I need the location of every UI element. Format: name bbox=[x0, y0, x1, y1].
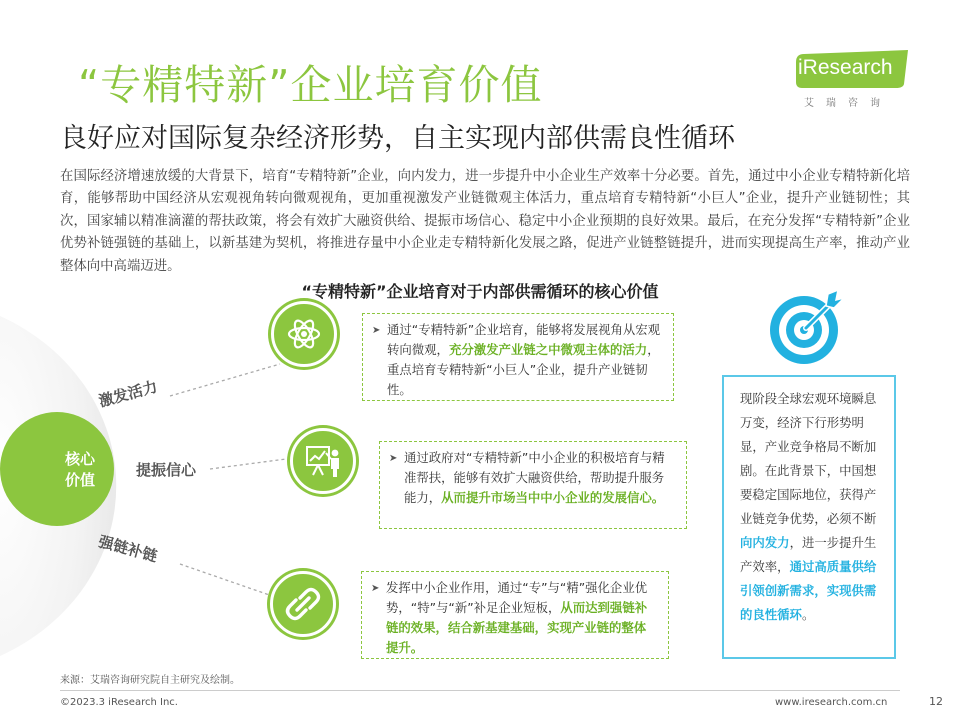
value-text-plain-2: ，重点培育专精特新“小巨人”企业，提升产业链韧性。 bbox=[387, 342, 660, 397]
atom-icon bbox=[271, 301, 337, 367]
value-text-highlight: 从而达到强链补链的效果，结合新基建基础，实现产业链的整体提升。 bbox=[386, 600, 648, 655]
page-number: 12 bbox=[929, 695, 943, 708]
connector-2 bbox=[210, 459, 286, 469]
chain-link-icon bbox=[270, 571, 336, 637]
petal-label-stimulate: 激发活力 bbox=[96, 377, 160, 411]
core-label bbox=[48, 449, 112, 491]
side-text-plain: 现阶段全球宏观环境瞬息万变，经济下行形势明显，产业竞争格局不断加剧。在此背景下，中国想要稳定国际地位，获得产业链竞争优势，必须不断 bbox=[740, 391, 877, 526]
page-subtitle: 良好应对国际复杂经济形势，自主实现内部供需良性循环 bbox=[60, 123, 735, 154]
bullet-arrow-icon: ➤ bbox=[372, 325, 381, 336]
value-text-plain: 发挥中小企业作用，通过“专”与“精”强化企业优势，“特”与“新”补足企业短板， bbox=[386, 580, 648, 615]
bullet-arrow-icon: ➤ bbox=[371, 583, 380, 594]
side-text-plain-3: 。 bbox=[801, 607, 815, 622]
connector-3 bbox=[180, 564, 278, 598]
petal-label-confidence: 提振信心 bbox=[136, 461, 197, 479]
value-box-confidence bbox=[379, 441, 687, 529]
footer-divider bbox=[60, 690, 900, 691]
value-box-stimulate bbox=[362, 313, 674, 401]
iresearch-logo bbox=[796, 50, 916, 108]
value-box-chain bbox=[361, 571, 669, 659]
side-text-plain-2: ，进一步提升生产效率， bbox=[740, 535, 877, 574]
connector-1 bbox=[170, 364, 280, 396]
value-text-plain: 通过“专精特新”企业培育，能够将发展视角从宏观转向微观， bbox=[387, 322, 661, 357]
side-text-highlight: 向内发力 bbox=[740, 535, 790, 550]
intro-text: 在国际经济增速放缓的大背景下，培育“专精特新”企业，向内发力，进一步提升中小企业生产效率十分必要。首先，通过中小企业专精特新化培育，能够帮助中国经济从宏观视角转向微观视角，更加重视激发产业链微观主体活力，重点培育专精特新“小巨人”企业，提升产业链韧性；其次，国家辅以精准滴灌的帮扶政策，将会有效扩大融资供给、提振市场信心、稳定中小企业预期的良好效果。最后，在充分发挥“专精特新”企业优势补链强链的基础上，以新基建为契机，将推进存量中小企业走专精特新化发展之路，促进产业链整链提升，进而实现提高生产率，推动产业整体向中高端迈进。 bbox=[60, 169, 910, 274]
logo-text: iResearch bbox=[798, 56, 893, 79]
source-note: 来源：艾瑞咨询研究院自主研究及绘制。 bbox=[60, 675, 240, 686]
value-text-highlight: 充分激发产业链之中微观主体的活力 bbox=[448, 342, 648, 357]
diagram-title: “专精特新”企业培育对于内部供需循环的核心价值 bbox=[301, 282, 659, 301]
value-text-highlight: 从而提升市场当中中小企业的发展信心。 bbox=[441, 490, 665, 505]
side-summary-box bbox=[722, 375, 896, 659]
page-title: “专精特新”企业培育价值 bbox=[78, 61, 543, 109]
intro-paragraph bbox=[60, 166, 910, 278]
value-text-plain: 通过政府对“专精特新”中小企业的积极培育与精准帮扶，能够有效扩大融资供给，帮助提升服务能力， bbox=[404, 450, 665, 505]
website-link[interactable]: www.iresearch.com.cn bbox=[775, 697, 888, 708]
logo-cn-text: 艾瑞咨询 bbox=[804, 98, 892, 109]
side-text-highlight-2: 通过高质量供给引领创新需求，实现供需的良性循环 bbox=[740, 559, 877, 622]
presentation-icon bbox=[290, 428, 356, 494]
bullet-arrow-icon: ➤ bbox=[389, 453, 398, 464]
core-label-line2: 价值 bbox=[64, 471, 95, 489]
petal-label-chain: 强链补链 bbox=[96, 532, 160, 566]
copyright: ©2023.3 iResearch Inc. bbox=[60, 697, 178, 708]
target-icon bbox=[766, 284, 850, 368]
core-label-line1: 核心 bbox=[64, 450, 95, 468]
